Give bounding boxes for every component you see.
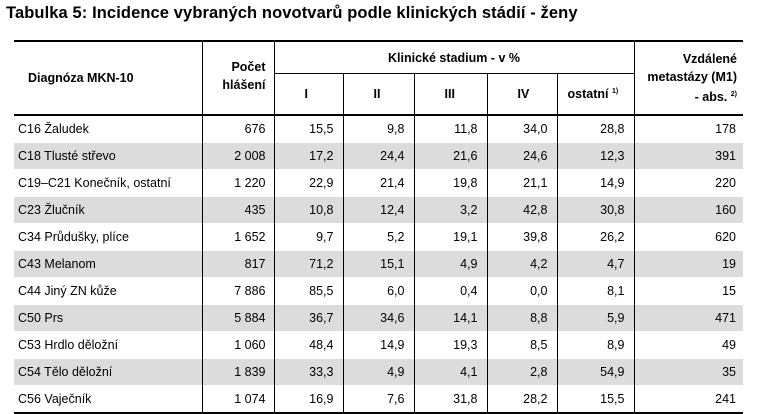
cell-stage-4: 4,2 [487,251,557,278]
header-row-1 [14,41,743,74]
cell-diagnosis: C56 Vaječník [14,386,202,414]
cell-stage-other: 15,5 [557,386,634,414]
cell-stage-other: 8,9 [557,332,634,359]
cell-stage-other: 28,8 [557,115,634,143]
cell-count: 817 [202,251,274,278]
cell-stage-3: 19,1 [414,224,487,251]
table-row [14,197,743,224]
cell-stage-2: 21,4 [343,170,414,197]
header-stage-4: IV [487,74,557,116]
cell-stage-1: 15,5 [274,115,343,143]
cell-metastases: 220 [634,170,743,197]
cell-stage-other: 8,1 [557,278,634,305]
cell-stage-2: 14,9 [343,332,414,359]
cell-stage-3: 21,6 [414,143,487,170]
cell-diagnosis: C16 Žaludek [18,122,89,136]
cell-stage-3: 4,9 [414,251,487,278]
cell-stage-2: 7,6 [343,386,414,414]
header-metastases-line1: Vzdálené [682,52,737,66]
cell-stage-other: 26,2 [557,224,634,251]
cell-stage-2: 24,4 [343,143,414,170]
cell-diagnosis: C18 Tlusté střevo [14,143,202,170]
cell-stage-1: 36,7 [274,305,343,332]
cell-metastases: 49 [634,332,743,359]
cell-count: 1 220 [202,170,274,197]
cell-stage-2: 34,6 [343,305,414,332]
cell-stage-4: 2,8 [487,359,557,386]
cell-stage-3: 0,4 [414,278,487,305]
cell-stage-3: 31,8 [414,386,487,414]
table-row [14,278,743,305]
cell-count: 2 008 [202,143,274,170]
cell-stage-4: 42,8 [487,197,557,224]
cell-stage-4: 28,2 [487,386,557,414]
table-row [14,359,743,386]
footnote-2-marker: 2) [730,91,737,98]
cell-stage-4: 21,1 [487,170,557,197]
cell-stage-4: 0,0 [487,278,557,305]
cell-stage-2: 15,1 [343,251,414,278]
cell-stage-2: 9,8 [343,115,414,143]
cell-stage-2: 5,2 [343,224,414,251]
header-stage-group: Klinické stadium - v % [274,41,634,74]
table-row [14,305,743,332]
cell-stage-1: 22,9 [274,170,343,197]
cell-stage-3: 3,2 [414,197,487,224]
cell-stage-2: 6,0 [343,278,414,305]
cell-metastases: 178 [634,115,743,143]
cell-diagnosis: C23 Žlučník [14,197,202,224]
header-count [202,41,274,115]
table-row [14,170,743,197]
cell-metastases: 15 [634,278,743,305]
cell-stage-4: 8,5 [487,332,557,359]
cell-stage-1: 10,8 [274,197,343,224]
cell-count: 1 652 [202,224,274,251]
cell-stage-1: 48,4 [274,332,343,359]
cell-stage-3: 19,8 [414,170,487,197]
cell-stage-4: 39,8 [487,224,557,251]
table-row [14,115,743,143]
table-body [14,115,743,413]
header-stage-other-label: ostatní [567,87,609,101]
cell-count: 1 074 [202,386,274,414]
cell-count: 5 884 [202,305,274,332]
header-stage-1: I [274,74,343,116]
cell-metastases: 35 [634,359,743,386]
cell-stage-other: 12,3 [557,143,634,170]
header-diagnosis: Diagnóza MKN-10 [14,41,202,115]
cell-metastases: 471 [634,305,743,332]
cell-stage-other: 5,9 [557,305,634,332]
cell-diagnosis: C50 Prs [14,305,202,332]
table-row [14,224,743,251]
cell-metastases: 160 [634,197,743,224]
cell-count: 1 839 [202,359,274,386]
cell-stage-3: 14,1 [414,305,487,332]
cell-count: 676 [202,115,274,143]
cell-stage-3: 11,8 [414,115,487,143]
header-count-line1: Počet [231,60,266,74]
table-row [14,332,743,359]
header-count-line2: hlášení [222,78,266,92]
header-metastases-line2: metastázy (M1) [647,70,737,84]
cell-metastases: 620 [634,224,743,251]
cell-stage-1: 85,5 [274,278,343,305]
cell-stage-other: 4,7 [557,251,634,278]
cell-stage-4: 8,8 [487,305,557,332]
cell-diagnosis: C54 Tělo děložní [14,359,202,386]
cell-count: 7 886 [202,278,274,305]
header-stage-other [557,74,634,116]
cell-stage-other: 14,9 [557,170,634,197]
cell-stage-1: 71,2 [274,251,343,278]
table-row [14,386,743,414]
header-metastases-line3: - abs. [694,90,728,104]
cell-diagnosis: C43 Melanom [14,251,202,278]
cell-stage-other: 54,9 [557,359,634,386]
cell-count: 435 [202,197,274,224]
cell-stage-3: 19,3 [414,332,487,359]
cell-stage-4: 24,6 [487,143,557,170]
cell-stage-other: 30,8 [557,197,634,224]
header-metastases [634,41,743,115]
table-row [14,143,743,170]
cell-stage-1: 17,2 [274,143,343,170]
table-row [14,251,743,278]
table-title: Tabulka 5: Incidence vybraných novotvarů podle klinických stádií - ženy [6,4,578,22]
cell-metastases: 19 [634,251,743,278]
cell-diagnosis: C44 Jiný ZN kůže [18,284,117,298]
cell-diagnosis: C53 Hrdlo děložní [18,338,119,352]
cell-stage-1: 33,3 [274,359,343,386]
cell-diagnosis: C34 Průdušky, plíce [18,230,129,244]
footnote-1-marker: 1) [611,88,619,95]
cell-stage-2: 12,4 [343,197,414,224]
cell-stage-1: 9,7 [274,224,343,251]
cell-count: 1 060 [202,332,274,359]
cell-metastases: 391 [634,143,743,170]
cell-stage-3: 4,1 [414,359,487,386]
cell-stage-4: 34,0 [487,115,557,143]
cell-metastases: 241 [634,386,743,414]
header-stage-3: III [414,74,487,116]
cell-diagnosis: C19–C21 Konečník, ostatní [18,176,171,190]
header-stage-2: II [343,74,414,116]
cell-stage-2: 4,9 [343,359,414,386]
cell-stage-1: 16,9 [274,386,343,414]
incidence-table [14,40,743,414]
